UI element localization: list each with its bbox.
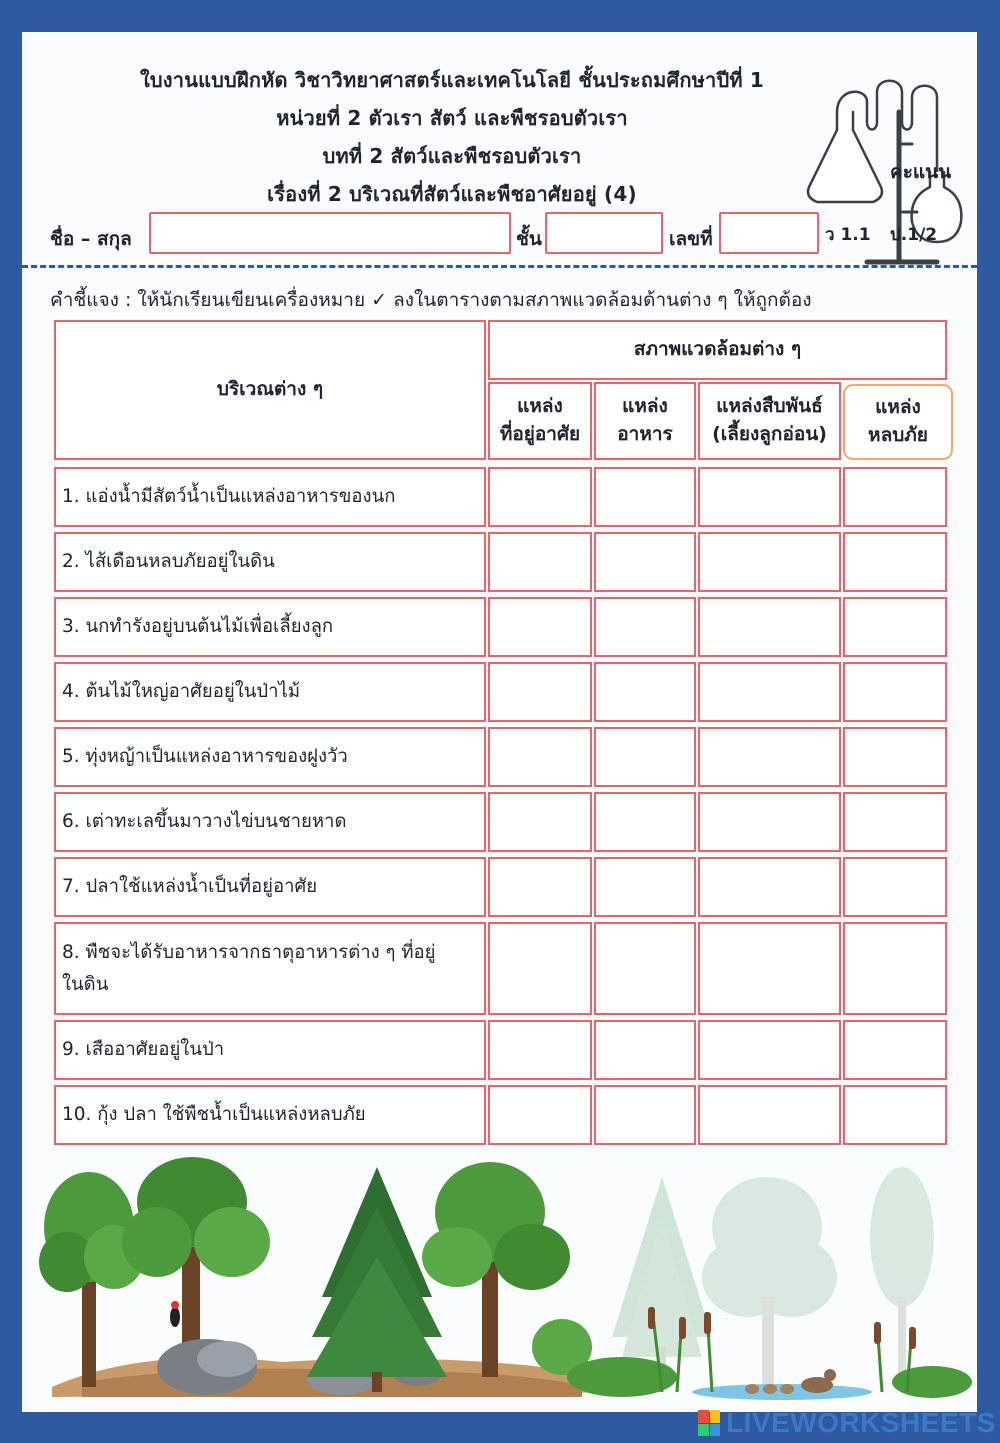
grade-code: ป.1/2 — [890, 225, 938, 245]
check-cell-breeding[interactable] — [698, 532, 841, 592]
name-label: ชื่อ – สกุล — [50, 228, 132, 250]
check-cell-food[interactable] — [594, 792, 696, 852]
check-cell-shelter[interactable] — [843, 922, 947, 1015]
check-cell-shelter[interactable] — [843, 857, 947, 917]
liveworksheets-logo — [698, 1407, 996, 1439]
number-field[interactable] — [719, 212, 819, 254]
column-header-habitat: แหล่ง ที่อยู่อาศัย — [488, 382, 592, 460]
check-cell-breeding[interactable] — [698, 727, 841, 787]
liveworksheets-badge-icon — [698, 1410, 720, 1436]
chapter-title: บทที่ 2 สัตว์และพืชรอบตัวเรา — [322, 144, 582, 168]
check-cell-habitat[interactable] — [488, 922, 592, 1015]
dashed-divider — [22, 265, 977, 268]
forest-scene-illustration — [22, 1147, 977, 1412]
row-label — [54, 532, 486, 592]
column-header-shelter: แหล่ง หลบภัย — [843, 384, 953, 460]
check-cell-habitat[interactable] — [488, 467, 592, 527]
check-cell-shelter[interactable] — [843, 532, 947, 592]
check-cell-shelter[interactable] — [843, 662, 947, 722]
check-cell-habitat[interactable] — [488, 532, 592, 592]
class-field[interactable] — [545, 212, 663, 254]
row-label-text: 1. แอ่งน้ำมีสัตว์น้ำเป็นแหล่งอาหารของนก — [62, 486, 396, 508]
check-cell-breeding[interactable] — [698, 857, 841, 917]
name-field[interactable] — [149, 212, 511, 254]
check-cell-habitat[interactable] — [488, 662, 592, 722]
check-cell-habitat[interactable] — [488, 792, 592, 852]
check-cell-food[interactable] — [594, 467, 696, 527]
row-label — [54, 727, 486, 787]
instructions: คำชี้แจง : ให้นักเรียนเขียนเครื่องหมาย ✓ ลงในตารางตามสภาพแวดล้อมด้านต่าง ๆ ให้ถูกต้อง — [50, 289, 812, 311]
check-cell-shelter[interactable] — [843, 467, 947, 527]
row-label — [54, 857, 486, 917]
row-label-text: 8. พืชจะได้รับอาหารจากธาตุอาหารต่าง ๆ ที่อยู่ในดิน — [62, 942, 436, 995]
row-label — [54, 467, 486, 527]
check-cell-shelter[interactable] — [843, 597, 947, 657]
check-cell-food[interactable] — [594, 922, 696, 1015]
check-cell-food[interactable] — [594, 532, 696, 592]
row-label-text: 3. นกทำรังอยู่บนต้นไม้เพื่อเลี้ยงลูก — [62, 616, 334, 638]
check-cell-breeding[interactable] — [698, 792, 841, 852]
number-label: เลขที่ — [669, 228, 713, 250]
indicator-code: ว 1.1 — [825, 225, 871, 245]
check-cell-shelter[interactable] — [843, 792, 947, 852]
row-label-text: 6. เต่าทะเลขึ้นมาวางไข่บนชายหาด — [62, 811, 347, 833]
row-label-text: 2. ไส้เดือนหลบภัยอยู่ในดิน — [62, 551, 275, 573]
row-label — [54, 1020, 486, 1080]
row-label — [54, 662, 486, 722]
class-label: ชั้น — [516, 228, 542, 250]
check-cell-food[interactable] — [594, 597, 696, 657]
check-cell-shelter[interactable] — [843, 1020, 947, 1080]
column-header-breeding: แหล่งสืบพันธ์ (เลี้ยงลูกอ่อน) — [698, 382, 841, 460]
score-label: คะแนน — [890, 161, 952, 183]
row-label — [54, 792, 486, 852]
check-cell-habitat[interactable] — [488, 1020, 592, 1080]
check-cell-food[interactable] — [594, 857, 696, 917]
check-cell-habitat[interactable] — [488, 597, 592, 657]
check-cell-food[interactable] — [594, 662, 696, 722]
column-header-food: แหล่ง อาหาร — [594, 382, 696, 460]
row-label-text: 7. ปลาใช้แหล่งน้ำเป็นที่อยู่อาศัย — [62, 876, 318, 898]
check-cell-breeding[interactable] — [698, 1085, 841, 1145]
row-label-text: 5. ทุ่งหญ้าเป็นแหล่งอาหารของฝูงวัว — [62, 746, 348, 768]
check-cell-breeding[interactable] — [698, 467, 841, 527]
row-label-text: 9. เสืออาศัยอยู่ในป่า — [62, 1039, 225, 1061]
check-cell-shelter[interactable] — [843, 727, 947, 787]
check-cell-habitat[interactable] — [488, 727, 592, 787]
topic-title: เรื่องที่ 2 บริเวณที่สัตว์และพืชอาศัยอยู่ (4) — [267, 182, 637, 206]
environment-header: สภาพแวดล้อมต่าง ๆ — [488, 320, 947, 380]
row-label — [54, 922, 486, 1015]
unit-title: หน่วยที่ 2 ตัวเรา สัตว์ และพืชรอบตัวเรา — [276, 106, 628, 130]
check-cell-habitat[interactable] — [488, 1085, 592, 1145]
row-label — [54, 597, 486, 657]
worksheet-page — [22, 32, 977, 1412]
check-cell-food[interactable] — [594, 1085, 696, 1145]
row-label-text: 4. ต้นไม้ใหญ่อาศัยอยู่ในป่าไม้ — [62, 681, 301, 703]
watermark-text: LIVEWORKSHEETS — [726, 1407, 996, 1438]
check-cell-breeding[interactable] — [698, 597, 841, 657]
row-label-text: 10. กุ้ง ปลา ใช้พืชน้ำเป็นแหล่งหลบภัย — [62, 1104, 366, 1126]
worksheet-title: ใบงานแบบฝึกหัด วิชาวิทยาศาสตร์และเทคโนโลยี ชั้นประถมศึกษาปีที่ 1 — [139, 68, 765, 92]
check-cell-breeding[interactable] — [698, 662, 841, 722]
row-label — [54, 1085, 486, 1145]
check-cell-food[interactable] — [594, 727, 696, 787]
area-header: บริเวณต่าง ๆ — [54, 320, 486, 460]
check-cell-breeding[interactable] — [698, 1020, 841, 1080]
check-cell-breeding[interactable] — [698, 922, 841, 1015]
check-cell-food[interactable] — [594, 1020, 696, 1080]
check-cell-habitat[interactable] — [488, 857, 592, 917]
check-cell-shelter[interactable] — [843, 1085, 947, 1145]
